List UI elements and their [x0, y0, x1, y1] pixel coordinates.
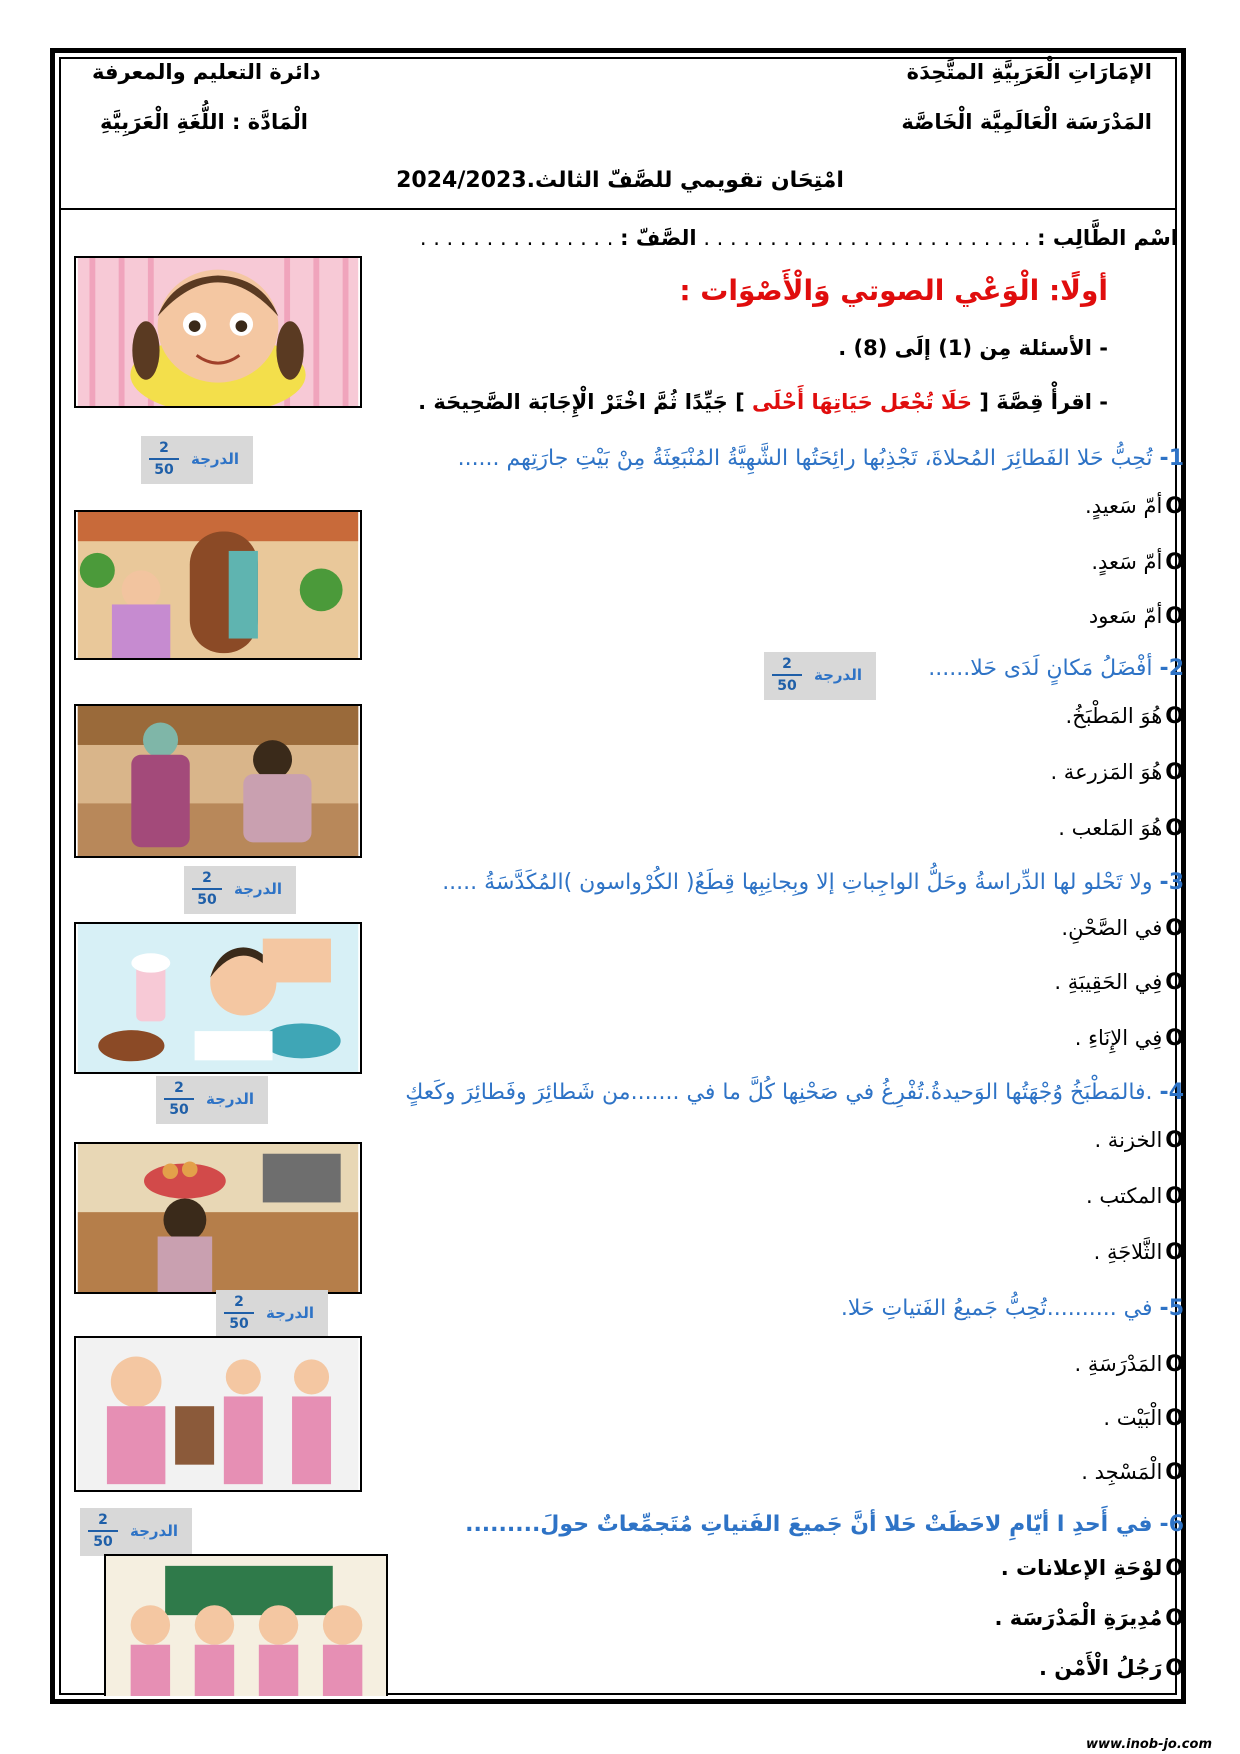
question-number: 4-	[1159, 1080, 1184, 1105]
question-text: في أَحدِ ا أيّامِ لاحَظَتْ حَلا أنَّ جَميعَ الفَتياتِ مُتَجمِّعاتٌ حولَ.........	[465, 1512, 1153, 1537]
option-marker[interactable]: O	[1165, 550, 1184, 575]
student-info-line	[420, 226, 1178, 250]
option-text: هُوَ المَلعب .	[1058, 816, 1163, 840]
option-marker[interactable]: O	[1165, 704, 1184, 729]
option-marker[interactable]: O	[1165, 1184, 1184, 1209]
option-q1-3[interactable]	[1089, 604, 1184, 629]
question-text: في ..........تُحِبُّ جَميعُ الفَتياتِ حَلا.	[840, 1296, 1153, 1321]
question-text: أفْضَلُ مَكانٍ لَدَى حَلا......	[928, 656, 1153, 681]
option-text: أمّ سَعيدٍ.	[1085, 494, 1163, 518]
option-marker[interactable]: O	[1165, 816, 1184, 841]
option-q4-3[interactable]	[1094, 1240, 1184, 1265]
option-q6-3[interactable]	[1039, 1656, 1184, 1681]
question-number: 2-	[1159, 656, 1184, 681]
option-marker[interactable]: O	[1165, 604, 1184, 629]
option-q2-3[interactable]	[1058, 816, 1184, 841]
grade-box	[764, 652, 876, 700]
question-2	[928, 656, 1184, 681]
girl-sweets-image	[74, 922, 362, 1074]
option-marker[interactable]: O	[1165, 760, 1184, 785]
option-text: الثَّلاجَةِ .	[1093, 1240, 1163, 1264]
school-girls-image	[74, 1336, 362, 1492]
option-q1-2[interactable]	[1091, 550, 1184, 575]
question-4	[405, 1080, 1184, 1105]
option-q2-1[interactable]	[1066, 704, 1184, 729]
option-marker[interactable]: O	[1165, 1026, 1184, 1051]
kitchen-image	[74, 704, 362, 858]
option-text: هُوَ المَطْبَخُ.	[1065, 704, 1163, 728]
grade-denominator: 50	[93, 1534, 113, 1550]
option-text: في الصَّحْنِ.	[1061, 916, 1163, 940]
department-name: دائرة التعليم والمعرفة	[92, 60, 321, 84]
instruction-2	[418, 390, 1108, 414]
question-number: 5-	[1159, 1296, 1184, 1321]
grade-label: الدرجة	[206, 1090, 254, 1108]
grade-numerator: 2	[772, 654, 802, 676]
grade-denominator: 50	[154, 462, 174, 478]
question-number: 6-	[1159, 1512, 1184, 1537]
question-3	[442, 870, 1184, 895]
option-marker[interactable]: O	[1165, 1606, 1184, 1631]
option-q4-1[interactable]	[1094, 1128, 1184, 1153]
grade-denominator: 50	[777, 678, 797, 694]
subject-label: الْمَادَّة : اللُّغَةِ الْعَرَبِيَّةِ	[100, 110, 308, 134]
grade-label: الدرجة	[234, 880, 282, 898]
option-q5-2[interactable]	[1103, 1406, 1184, 1431]
class-field[interactable]: . . . . . . . . . . . . . . .	[419, 226, 614, 250]
grade-numerator: 2	[192, 868, 222, 890]
header-separator	[61, 208, 1175, 210]
option-text: أمّ سَعدٍ.	[1091, 550, 1163, 574]
grade-box	[216, 1290, 328, 1338]
option-text: فِي الحَقِيبَةِ .	[1054, 970, 1163, 994]
option-text: المكتب .	[1086, 1184, 1163, 1208]
grade-denominator: 50	[229, 1316, 249, 1332]
section-title: أولًا: الْوَعْي الصوتي وَالْأَصْوَات :	[679, 274, 1108, 307]
grade-numerator: 2	[224, 1292, 254, 1314]
option-text: أمّ سَعود	[1088, 604, 1163, 628]
grade-box	[141, 436, 253, 484]
option-marker[interactable]: O	[1165, 1460, 1184, 1485]
grade-label: الدرجة	[130, 1522, 178, 1540]
grade-denominator: 50	[197, 892, 217, 908]
girl-portrait-image	[74, 256, 362, 408]
option-marker[interactable]: O	[1165, 1128, 1184, 1153]
option-marker[interactable]: O	[1165, 1240, 1184, 1265]
student-name-label: اسْم الطَّالِب :	[1037, 226, 1178, 250]
school-name: المَدْرَسَة الْعَالَمِيَّة الْخَاصَّة	[901, 110, 1152, 134]
option-text: الْمَسْجِد .	[1081, 1460, 1163, 1484]
grade-label: الدرجة	[191, 450, 239, 468]
neighbor-door-image	[74, 510, 362, 660]
option-q5-3[interactable]	[1081, 1460, 1184, 1485]
instruction-2-suffix: ] جَيِّدًا ثُمَّ اخْتَرْ الْإِجَابَة الصَّحِيحَة .	[418, 390, 745, 414]
option-text: الْبَيْت .	[1103, 1406, 1163, 1430]
question-5	[841, 1296, 1184, 1321]
instruction-2-prefix: - اقرأْ قِصَّةَ [	[979, 390, 1108, 414]
option-marker[interactable]: O	[1165, 494, 1184, 519]
exam-title: امْتِحَان تقويمي للصَّفّ الثالث.2024/2023	[396, 168, 844, 193]
option-q1-1[interactable]	[1085, 494, 1184, 519]
option-q5-1[interactable]	[1075, 1352, 1184, 1377]
grade-numerator: 2	[88, 1510, 118, 1532]
fridge-image	[74, 1142, 362, 1294]
option-marker[interactable]: O	[1165, 1406, 1184, 1431]
option-marker[interactable]: O	[1165, 970, 1184, 995]
grade-box	[184, 866, 296, 914]
story-title: حَلَا تُجْعَل حَيَاتِهَا أَحْلَى	[752, 390, 973, 414]
question-number: 3-	[1159, 870, 1184, 895]
option-marker[interactable]: O	[1165, 1656, 1184, 1681]
country-name: الإمَارَاتِ الْعَرَبِيَّةِ المتَّحِدَة	[906, 60, 1152, 84]
option-text: رَجُلُ الْأَمْن .	[1038, 1656, 1163, 1680]
question-text: .فالمَطْبَخُ وُجْهَتُها الوَحيدةُ.تُفْرِغُ في صَحْنِها كُلَّ ما في .......من شَطائِرَ وفَطائِرَ وكَعكٍ	[405, 1080, 1153, 1105]
grade-label: الدرجة	[266, 1304, 314, 1322]
footer-url: www.inob-jo.com	[1086, 1737, 1212, 1752]
question-1	[458, 446, 1184, 471]
option-q3-1[interactable]	[1061, 916, 1184, 941]
student-name-field[interactable]: . . . . . . . . . . . . . . . . . . . . . . . . .	[703, 226, 1031, 250]
grade-box	[80, 1508, 192, 1556]
option-text: مُدِيرَةِ الْمَدْرَسَة .	[994, 1606, 1163, 1630]
grade-numerator: 2	[149, 438, 179, 460]
grade-box	[156, 1076, 268, 1124]
option-q4-2[interactable]	[1086, 1184, 1184, 1209]
grade-label: الدرجة	[814, 666, 862, 684]
question-6	[465, 1512, 1184, 1537]
option-text: لوْحَةِ الإعلانات .	[1000, 1556, 1163, 1580]
question-number: 1-	[1159, 446, 1184, 471]
instruction-1: - الأسئلة مِن (1) إلَى (8) .	[838, 336, 1108, 360]
option-marker[interactable]: O	[1165, 916, 1184, 941]
grade-numerator: 2	[164, 1078, 194, 1100]
option-q3-2[interactable]	[1054, 970, 1184, 995]
grade-denominator: 50	[169, 1102, 189, 1118]
option-text: هُوَ المَزرعة .	[1050, 760, 1163, 784]
option-text: الخزنة .	[1094, 1128, 1163, 1152]
option-text: فِي الإِنَاءِ .	[1074, 1026, 1163, 1050]
question-text: ولا تَحْلو لها الدِّراسةُ وحَلُّ الواجِباتِ إلا وبِجانِبِها قِطَعُ( الكُرْواسون )المُكَدَّسَةُ .....	[442, 870, 1153, 895]
question-text: تُحِبُّ حَلا الفَطائِرَ المُحلاةَ، تَجْذِبُها رائِحَتُها الشَّهِيَّةُ المُنْبَعِثَةُ مِنْ بَيْتِ جارَتِهم ......	[457, 446, 1153, 471]
option-marker[interactable]: O	[1165, 1352, 1184, 1377]
option-text: المَدْرَسَةِ .	[1074, 1352, 1163, 1376]
notice-board-image	[104, 1554, 388, 1696]
class-label: الصَّفّ :	[620, 226, 697, 250]
option-q6-2[interactable]	[994, 1606, 1184, 1631]
option-q3-3[interactable]	[1075, 1026, 1184, 1051]
option-q6-1[interactable]	[1001, 1556, 1184, 1581]
option-marker[interactable]: O	[1165, 1556, 1184, 1581]
option-q2-2[interactable]	[1050, 760, 1184, 785]
